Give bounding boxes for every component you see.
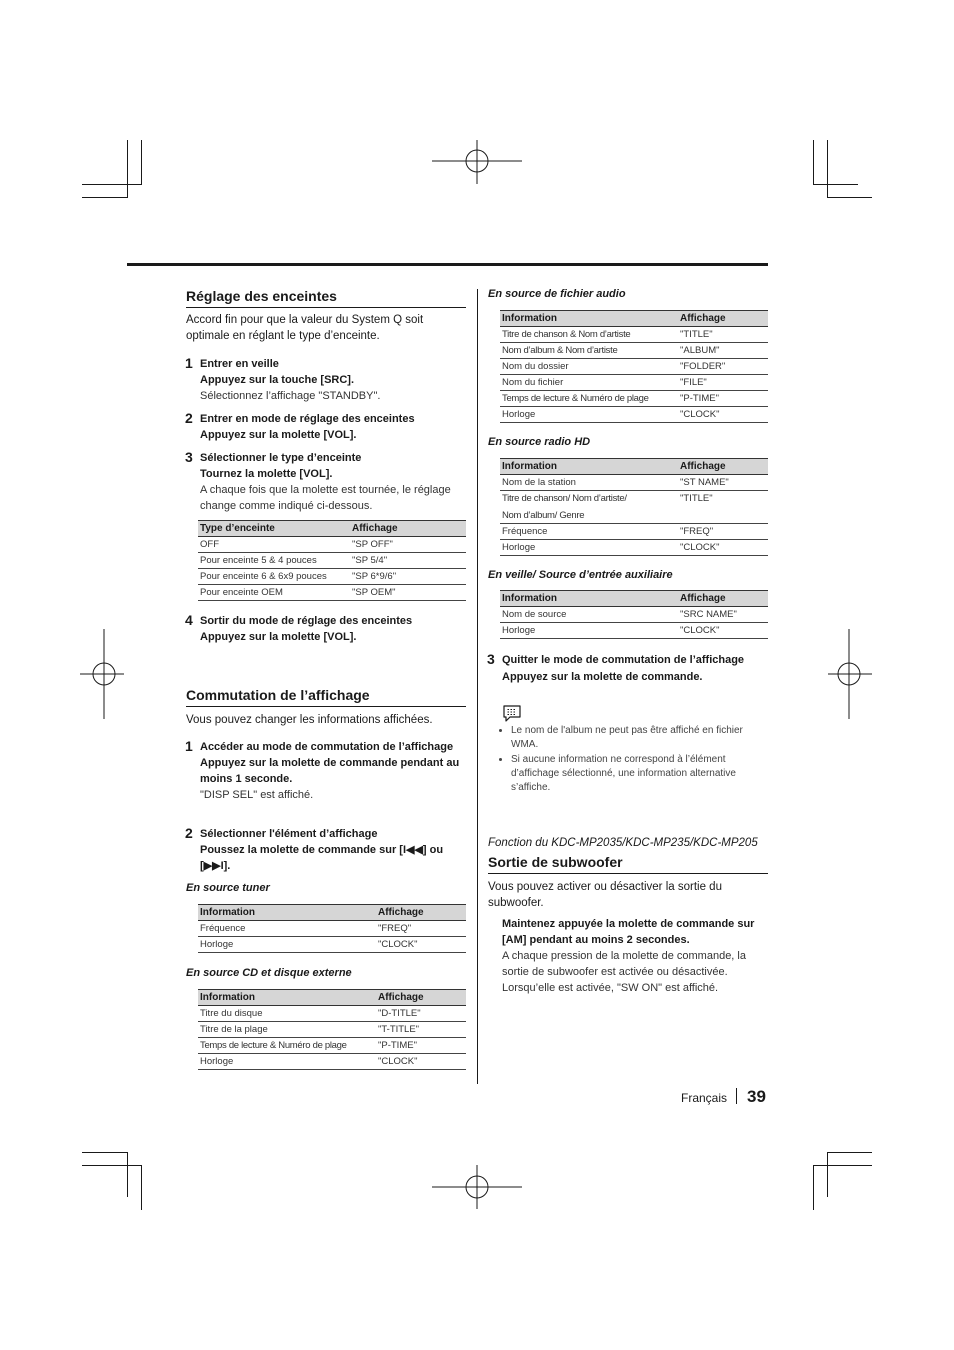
registration-mark-top-icon <box>430 138 524 188</box>
step-number: 3 <box>487 651 495 667</box>
step-detail: A chaque fois que la molette est tournée, le réglage change comme indiqué ci-dessous. <box>200 484 451 512</box>
table-row: Nom de source "SRC NAME" <box>500 607 768 623</box>
subwoofer-intro: Vous pouvez activer ou désactiver la sortie du subwoofer. <box>488 881 722 909</box>
table-row: Horloge "CLOCK" <box>500 540 768 556</box>
step-4-exit <box>185 612 466 645</box>
step-number: 3 <box>185 449 193 465</box>
table-row: Titre du disque "D-TITLE" <box>198 1006 466 1022</box>
table-header: Affichage <box>376 990 466 1006</box>
speaker-type-table <box>198 520 466 601</box>
table-row: Horloge "CLOCK" <box>198 1054 466 1070</box>
subwoofer-instruction <box>502 916 764 996</box>
tuner-table <box>198 904 466 953</box>
step-action: Appuyez sur la molette [VOL]. <box>200 429 357 441</box>
step-action: Maintenez appuyée la molette de commande sur [AM] pendant au moins 2 secondes. <box>502 918 755 946</box>
function-note: Fonction du KDC-MP2035/KDC-MP235/KDC-MP205 <box>488 837 758 849</box>
step-title: Sélectionner le type d’enceinte <box>200 452 362 464</box>
tuner-label: En source tuner <box>186 882 270 894</box>
step-2-select-item <box>185 825 466 874</box>
table-header: Information <box>500 459 678 475</box>
table-row: Titre de la plage "T-TITLE" <box>198 1022 466 1038</box>
table-header: Information <box>500 591 678 607</box>
table-row: Fréquence "FREQ" <box>198 921 466 937</box>
hd-radio-label: En source radio HD <box>488 436 591 448</box>
header-rule <box>127 263 768 266</box>
registration-mark-bottom-icon <box>430 1163 524 1213</box>
table-row: Pour enceinte 6 & 6x9 pouces "SP 6*9/6" <box>198 569 466 585</box>
step-detail: Sélectionnez l’affichage "STANDBY". <box>200 390 381 402</box>
table-header: Affichage <box>678 311 768 327</box>
step-action: Appuyez sur la touche [SRC]. <box>200 374 355 386</box>
footer-language: Français <box>681 1091 728 1105</box>
table-row: Horloge "CLOCK" <box>500 623 768 639</box>
step-number: 2 <box>185 410 193 426</box>
note-item: • Si aucune information ne correspond à l’élément d’affichage sélectionné, une information alternative s’affiche. <box>511 753 751 795</box>
step-1-standby <box>185 355 466 404</box>
table-row: Titre de chanson & Nom d’artiste "TITLE" <box>500 327 768 343</box>
table-header: Affichage <box>350 521 466 537</box>
step-title: Quitter le mode de commutation de l’affichage <box>502 654 745 666</box>
step-number: 4 <box>185 612 193 628</box>
step-title: Entrer en mode de réglage des enceintes <box>200 413 415 425</box>
note-icon <box>501 703 523 723</box>
step-detail: A chaque pression de la molette de commande, la sortie de subwoofer est activée ou désactivée. Lorsqu’elle est activée, "SW ON" est affiché. <box>502 950 746 994</box>
step-number: 2 <box>185 825 193 841</box>
step-action: Poussez la molette de commande sur [I◀◀] ou [▶▶I]. <box>200 844 444 872</box>
audio-file-table <box>500 310 768 423</box>
table-row: Horloge "CLOCK" <box>198 937 466 953</box>
table-header: Affichage <box>376 905 466 921</box>
table-row: Fréquence "FREQ" <box>500 524 768 540</box>
step-title: Accéder au mode de commutation de l’affichage <box>200 741 454 753</box>
step-number: 1 <box>185 355 193 371</box>
step-3-speaker-type <box>185 449 466 514</box>
table-row: OFF "SP OFF" <box>198 537 466 553</box>
section-title-speaker-setting: Réglage des enceintes <box>186 288 466 308</box>
table-row: Temps de lecture & Numéro de plage "P-TIME" <box>500 391 768 407</box>
table-row: Horloge "CLOCK" <box>500 407 768 423</box>
step-action: Appuyez sur la molette de commande pendant au moins 1 seconde. <box>200 757 460 785</box>
hd-radio-table <box>500 458 768 556</box>
table-row: Nom d’album & Nom d’artiste "ALBUM" <box>500 343 768 359</box>
table-header: Information <box>198 990 376 1006</box>
page-number: 39 <box>747 1087 766 1106</box>
cd-label: En source CD et disque externe <box>186 967 352 979</box>
step-title: Entrer en veille <box>200 358 279 370</box>
column-divider <box>477 289 478 1084</box>
step-1-display-mode <box>185 738 466 803</box>
step-action: Appuyez sur la molette de commande. <box>502 671 703 683</box>
notes <box>501 724 751 796</box>
step-action: Tournez la molette [VOL]. <box>200 468 333 480</box>
table-header: Information <box>198 905 376 921</box>
step-3-exit-display <box>487 651 752 685</box>
table-row: Nom du fichier "FILE" <box>500 375 768 391</box>
section-title-subwoofer: Sortie de subwoofer <box>488 854 768 874</box>
step-2-speaker-mode <box>185 410 466 443</box>
footer-divider <box>736 1088 737 1104</box>
table-row: Pour enceinte OEM "SP OEM" <box>198 585 466 601</box>
aux-label: En veille/ Source d’entrée auxiliaire <box>488 569 673 581</box>
step-action: Appuyez sur la molette [VOL]. <box>200 631 357 643</box>
note-item: • Le nom de l'album ne peut pas être affiché en fichier WMA. <box>511 724 751 752</box>
table-row: Temps de lecture & Numéro de plage "P-TIME" <box>198 1038 466 1054</box>
table-row: Titre de chanson/ Nom d’artiste/ "TITLE" <box>502 493 713 504</box>
speaker-intro: Accord fin pour que la valeur du System Q soit optimale en réglant le type d’enceinte. <box>186 314 424 342</box>
cd-table <box>198 989 466 1070</box>
registration-mark-right-icon <box>826 627 876 721</box>
table-row: Nom d’album/ Genre <box>500 508 768 524</box>
step-title: Sortir du mode de réglage des enceintes <box>200 615 413 627</box>
section-title-display-switch: Commutation de l’affichage <box>186 687 466 707</box>
table-header: Information <box>500 311 678 327</box>
aux-table <box>500 590 768 639</box>
registration-mark-left-icon <box>78 627 128 721</box>
step-number: 1 <box>185 738 193 754</box>
table-row: Nom du dossier "FOLDER" <box>500 359 768 375</box>
step-detail: "DISP SEL" est affiché. <box>200 789 314 801</box>
table-header: Affichage <box>678 459 768 475</box>
table-header: Affichage <box>678 591 768 607</box>
table-row: Nom de la station "ST NAME" <box>500 475 768 491</box>
table-row: Pour enceinte 5 & 4 pouces "SP 5/4" <box>198 553 466 569</box>
step-title: Sélectionner l'élément d’affichage <box>200 828 378 840</box>
display-intro: Vous pouvez changer les informations affichées. <box>186 714 433 726</box>
table-header: Type d’enceinte <box>198 521 350 537</box>
audio-file-label: En source de fichier audio <box>488 288 626 300</box>
